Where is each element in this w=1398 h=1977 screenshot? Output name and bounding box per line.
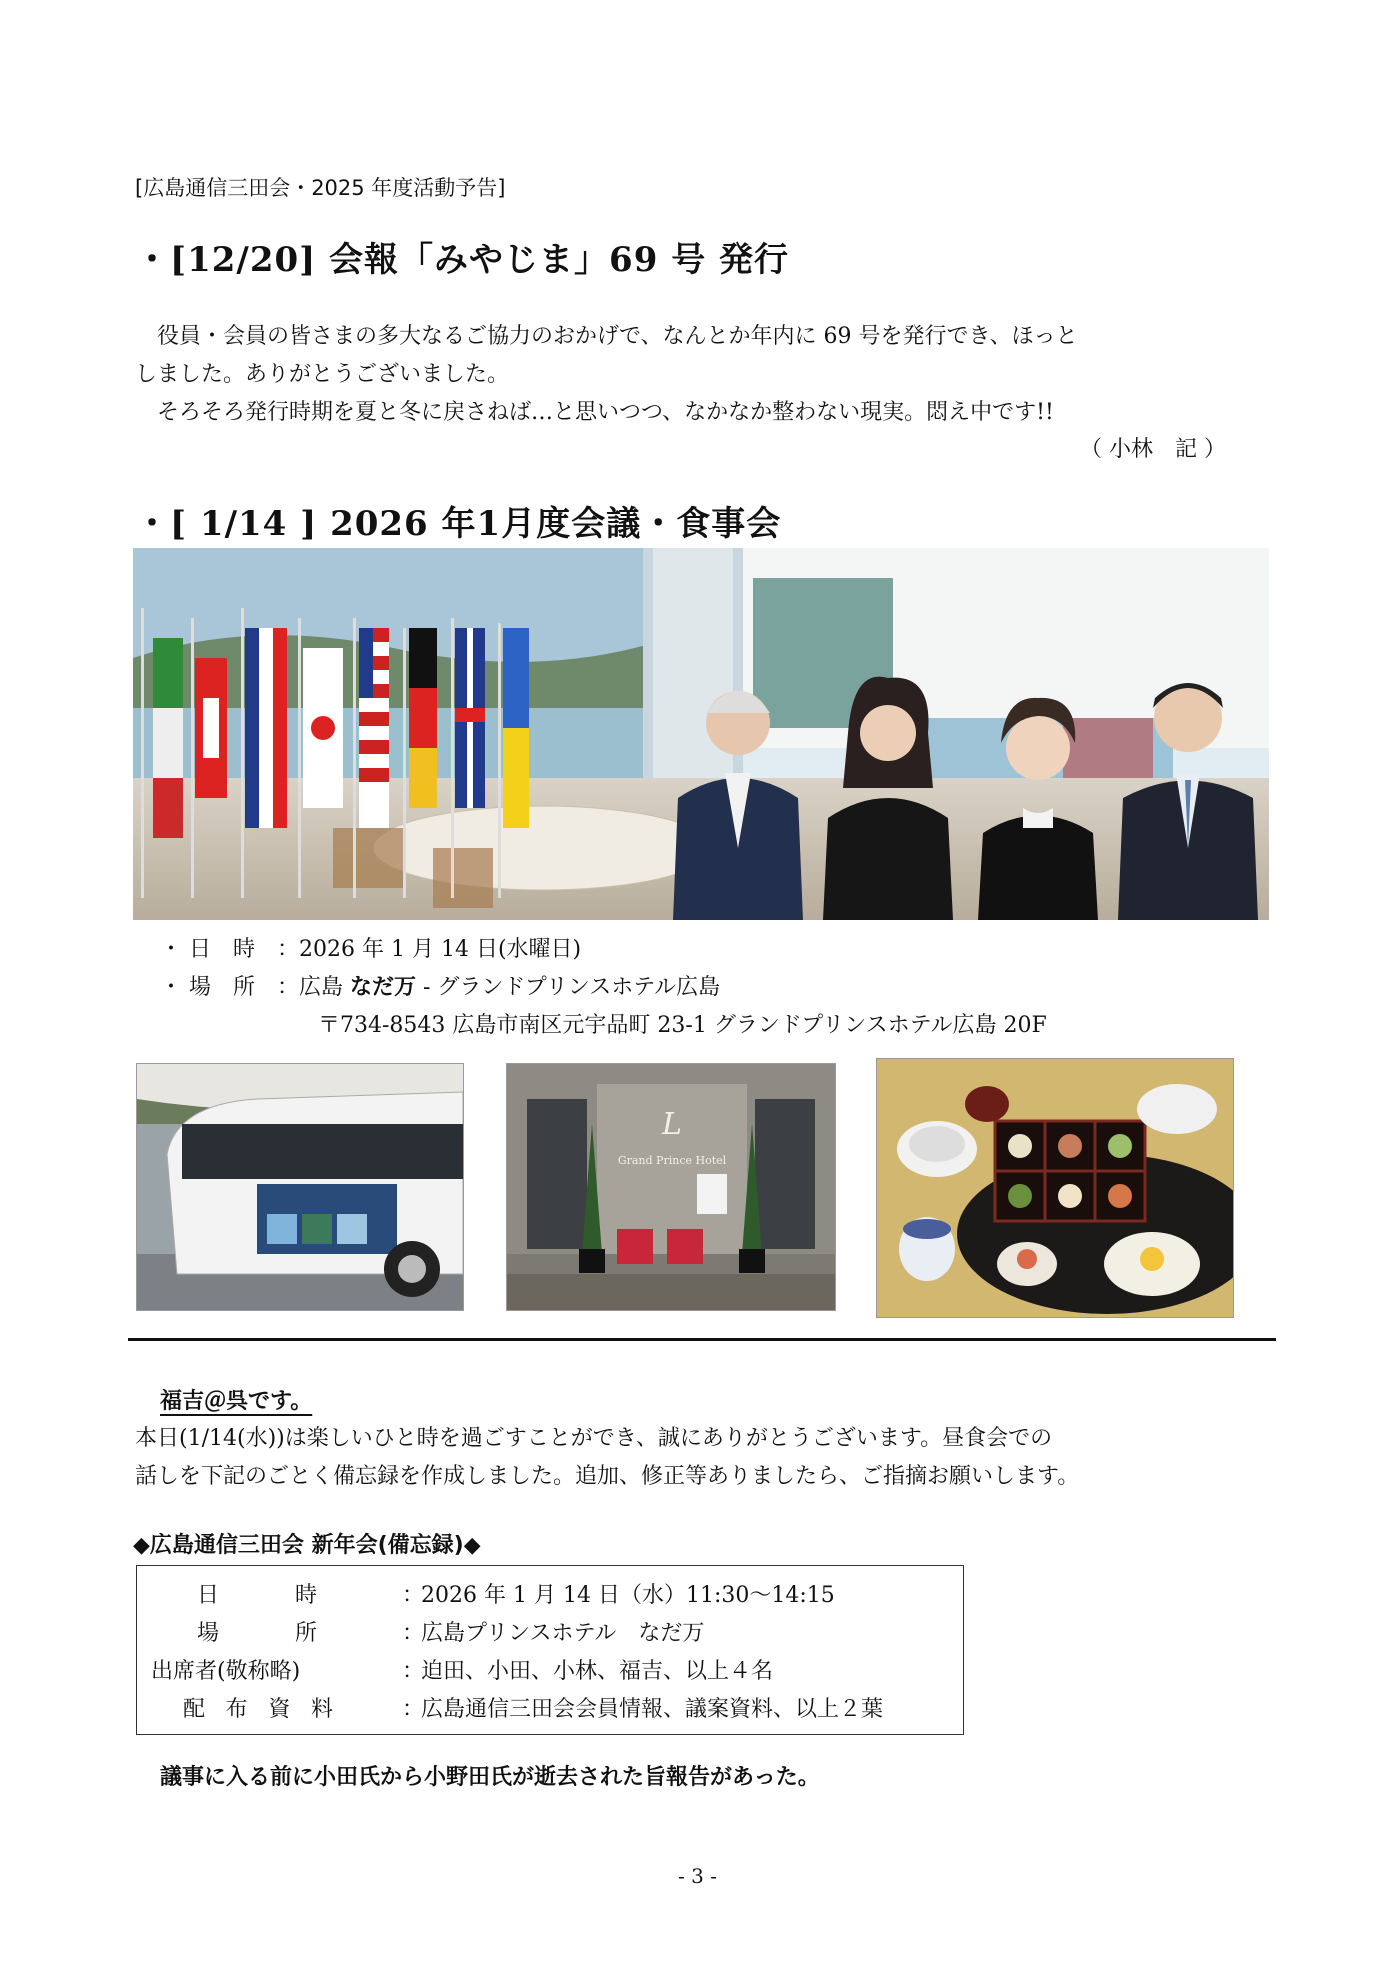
memo-intro [135,1420,1275,1496]
event-place-prefix: 広島 [299,975,350,1000]
memo-intro-line: 本日(1/14(水))は楽しいひと時を過ごすことができ、誠にありがとうございます。昼食会での [135,1426,1053,1451]
event-address: 〒734-8543 広島市南区元宇品町 23-1 グランドプリンスホテル広島 20F [318,1013,1047,1038]
memo-row-separator: ： [402,1697,425,1722]
hotel-sign: Grand Prince Hotel [617,1154,727,1167]
memo-row-value: 2026 年 1 月 14 日（水）11:30〜14:15 [421,1583,835,1608]
event-date-label: ・ 日 時 ： [160,937,299,962]
memo-table [136,1565,964,1735]
event-place-label: ・ 場 所 ： [160,975,299,1000]
section1-body [135,318,1275,432]
section1-line: しました。ありがとうございました。 [135,362,510,387]
section-divider [128,1338,1276,1341]
food-photo-image [877,1059,1233,1317]
memo-row-value: 広島プリンスホテル なだ万 [421,1621,705,1646]
hotel-entrance-photo [506,1063,836,1311]
event-date [160,932,581,963]
event-place-suffix: - グランドプリンスホテル広島 [416,975,721,1000]
bus-photo [136,1063,464,1311]
memo-row-separator: ： [402,1583,425,1608]
section2-title: ・[ 1/14 ] 2026 年1月度会議・食事会 [135,504,782,544]
memo-intro-title: 福吉＠呉です。 [160,1389,313,1414]
memo-row-label: 場 所 [197,1621,317,1646]
section1-signature: （ 小林 記 ） [1080,437,1226,462]
memo-row-value: 迫田、小田、小林、福吉、以上４名 [421,1659,774,1684]
section1-line: そろそろ発行時期を夏と冬に戻さねば…と思いつつ、なかなか整わない現実。悶え中です!! [135,400,1054,425]
group-photo [133,548,1269,920]
memo-box-title: ◆広島通信三田会 新年会(備忘録)◆ [133,1533,481,1558]
group-photo-image [133,548,1269,920]
memo-row-label: 配布資料 [183,1697,333,1722]
memo-closing: 議事に入る前に小田氏から小野田氏が逝去された旨報告があった。 [160,1765,820,1790]
svg-text:L: L [662,1107,682,1142]
event-place [160,970,720,1001]
food-photo [876,1058,1234,1318]
memo-row-label: 出席者(敬称略) [151,1659,301,1684]
event-date-value: 2026 年 1 月 14 日(水曜日) [299,937,582,962]
page-number: - 3 - [678,1864,717,1888]
memo-row-separator: ： [402,1659,425,1684]
section1-title: ・[12/20] 会報「みやじま」69 号 発行 [135,240,790,280]
bus-photo-image [137,1064,463,1310]
memo-row-separator: ： [402,1621,425,1646]
memo-row-label: 日 時 [197,1583,317,1608]
page-header: [広島通信三田会・2025 年度活動予告] [135,176,506,200]
section1-line: 役員・会員の皆さまの多大なるご協力のおかげで、なんとか年内に 69 号を発行でき、ほっと [135,324,1078,349]
hotel-entrance-image [507,1064,835,1310]
memo-intro-line: 話しを下記のごとく備忘録を作成しました。追加、修正等ありましたら、ご指摘お願いします。 [135,1464,1080,1489]
memo-row-value: 広島通信三田会会員情報、議案資料、以上２葉 [421,1697,884,1722]
event-place-bold: なだ万 [350,975,417,1000]
